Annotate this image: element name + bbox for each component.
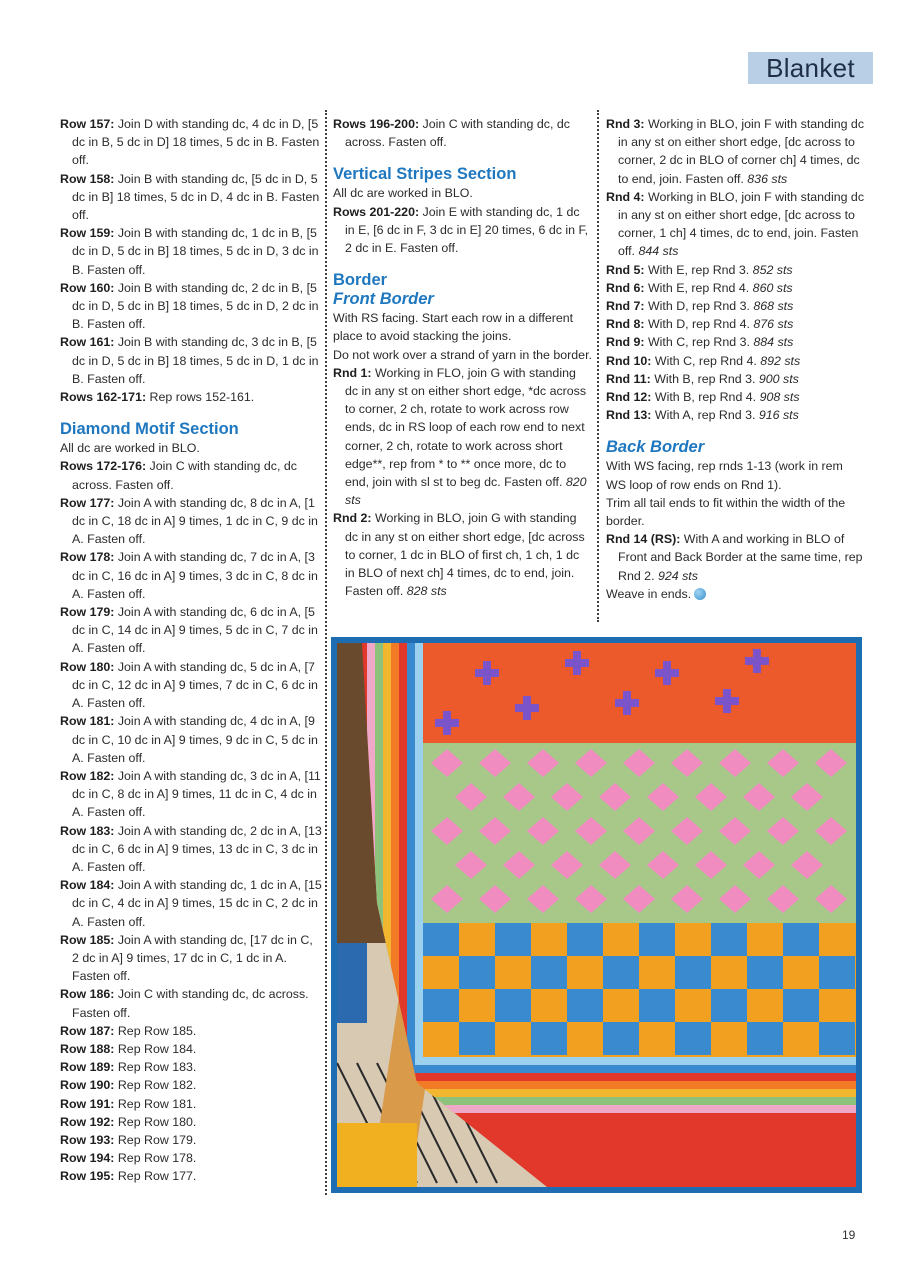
rows-196-200: Rows 196-200: Join C with standing dc, dc across. Fasten off. [333, 117, 570, 150]
short-rounds [606, 261, 864, 425]
checker-square [603, 1022, 639, 1055]
rows-201-220: Rows 201-220: Join E with standing dc, 1 dc in E, [6 dc in F, 3 dc in E] 20 times, 6 dc in F, 2 dc in E. Fasten off. [333, 204, 589, 256]
column-2 [333, 115, 592, 600]
checker-square [423, 923, 459, 956]
cross-motif-horizontal [565, 659, 589, 667]
row-161: Row 161: Join B with standing dc, 3 dc in B, [5 dc in D, 5 dc in B] 18 times, 5 dc in D, 1 dc in B. Fasten off. [60, 335, 319, 386]
checker-square [603, 956, 639, 989]
diamond-row-14: Row 190: Rep Row 182. [60, 1078, 197, 1093]
checker-square [747, 956, 783, 989]
diamond-row-13: Row 189: Rep Row 183. [60, 1060, 197, 1075]
column-divider-right [597, 110, 599, 622]
row-160: Row 160: Join B with standing dc, 2 dc in B, [5 dc in D, 5 dc in B] 18 times, 5 dc in D, 2 dc in B. Fasten off. [60, 280, 319, 332]
diamond-row-6: Row 182: Join A with standing dc, 3 dc in A, [11 dc in C, 8 dc in A] 9 times, 11 dc in C, 4 dc in A. Fasten off. [60, 768, 321, 820]
rnd-14: Rnd 14 (RS): With A and working in BLO of Front and Back Border at the same time, rep Rnd 2. 924 sts [606, 532, 863, 583]
checker-square [711, 989, 747, 1022]
column-1 [60, 115, 322, 1186]
rows-162-171: Rows 162-171: Rep rows 152-161. [60, 390, 255, 405]
diamond-motifs [431, 749, 847, 913]
back-border-heading: Back Border [606, 438, 705, 457]
checker-square [819, 956, 855, 989]
checker-square [531, 956, 567, 989]
cross-motif-horizontal [655, 669, 679, 677]
diamond-row-4: Row 180: Join A with standing dc, 5 dc in A, [7 dc in C, 12 dc in A] 9 times, 7 dc in C, 6 dc in A. Fasten off. [60, 659, 318, 711]
checker-square [711, 923, 747, 956]
blue-cushion [337, 943, 367, 1023]
short-rnd-13: Rnd 13: With A, rep Rnd 3. 916 sts [606, 408, 799, 423]
checker-square [783, 989, 819, 1022]
short-rnd-11: Rnd 11: With B, rep Rnd 3. 900 sts [606, 371, 799, 386]
back-intro-1: With WS facing, rep rnds 1-13 (work in rem WS loop of row ends on Rnd 1). [606, 459, 843, 492]
short-rnd-7: Rnd 7: With D, rep Rnd 3. 868 sts [606, 299, 794, 314]
cross-motif-horizontal [475, 669, 499, 677]
cross-motif-horizontal [715, 697, 739, 705]
checker-square [495, 989, 531, 1022]
diamond-row-8: Row 184: Join A with standing dc, 1 dc in A, [15 dc in C, 4 dc in A] 9 times, 15 dc in C, 2 dc in A. Fasten off. [60, 878, 322, 929]
front-border-heading: Front Border [333, 290, 434, 309]
rnd-4: Rnd 4: Working in BLO, join F with standing dc in any st on either short edge, [dc across to corner, 1 ch] 4 times, dc to end, join. Fasten off. 844 sts [606, 189, 865, 259]
cross-motif-horizontal [435, 719, 459, 727]
border-intro-2: Do not work over a strand of yarn in the border. [333, 347, 592, 362]
weave-in-ends: Weave in ends. [606, 585, 864, 603]
checker-square [531, 1022, 567, 1055]
checker-square [567, 989, 603, 1022]
checker-square [675, 1022, 711, 1055]
rnd-3: Rnd 3: Working in BLO, join F with standing dc in any st on either short edge, [dc across to corner, 2 dc in BLO of corner ch] 4 times, dc to end, join. Fasten off. 836 sts [606, 117, 865, 186]
border-intro-1: With RS facing. Start each row in a different place to avoid stacking the joins. [333, 311, 574, 344]
diamond-row-1: Row 177: Join A with standing dc, 8 dc in A, [1 dc in C, 18 dc in A] 9 times, 1 dc in C, 9 dc in A. Fasten off. [60, 495, 318, 547]
diamond-row-15: Row 191: Rep Row 181. [60, 1096, 197, 1111]
cross-motif-horizontal [745, 657, 769, 665]
checker-square [639, 923, 675, 956]
diamond-row-10: Row 186: Join C with standing dc, dc across. Fasten off. [60, 987, 309, 1020]
rnd-1: Rnd 1: Working in FLO, join G with standing dc in any st on either short edge, *dc across to corner, 2 ch, rotate to work across row ends, dc in RS loop of each row end to next corner, 2 ch, rotate to work across short edge**, rep from * to ** once more, dc to end, join with sl st to beg dc. Fasten off. 820 sts [333, 365, 587, 508]
short-rnd-10: Rnd 10: With C, rep Rnd 4. 892 sts [606, 353, 801, 368]
diamond-row-0: Rows 172-176: Join C with standing dc, dc across. Fasten off. [60, 459, 297, 492]
vertical-intro: All dc are worked in BLO. [333, 186, 473, 201]
column-divider-left [325, 110, 327, 1195]
checker-square [459, 1022, 495, 1055]
diamond-row-17: Row 193: Rep Row 179. [60, 1132, 197, 1147]
diamond-row-18: Row 194: Rep Row 178. [60, 1151, 197, 1166]
blanket-photo-illustration [337, 643, 856, 1187]
yarn-ball-icon [694, 588, 706, 600]
diamond-row-3: Row 179: Join A with standing dc, 6 dc in A, [5 dc in C, 14 dc in A] 9 times, 5 dc in C, 7 dc in A. Fasten off. [60, 605, 318, 656]
short-rnd-9: Rnd 9: With C, rep Rnd 3. 884 sts [606, 335, 794, 350]
diamond-row-12: Row 188: Rep Row 184. [60, 1041, 197, 1056]
diamond-row-9: Row 185: Join A with standing dc, [17 dc in C, 2 dc in A] 9 times, 17 dc in C, 1 dc in A. Fasten off. [60, 932, 313, 984]
checker-square [495, 923, 531, 956]
short-rnd-5: Rnd 5: With E, rep Rnd 3. 852 sts [606, 262, 793, 277]
checker-square [459, 956, 495, 989]
column-3 [606, 115, 864, 603]
diamond-intro: All dc are worked in BLO. [60, 441, 200, 456]
short-rnd-12: Rnd 12: With B, rep Rnd 4. 908 sts [606, 390, 800, 405]
back-intro-2: Trim all tail ends to fit within the width of the border. [606, 495, 846, 529]
row-159: Row 159: Join B with standing dc, 1 dc in B, [5 dc in D, 5 dc in B] 18 times, 5 dc in D, 3 dc in B. Fasten off. [60, 226, 319, 277]
diamond-row-19: Row 195: Rep Row 177. [60, 1169, 197, 1184]
diamond-section-heading: Diamond Motif Section [60, 420, 239, 439]
cross-motif-horizontal [615, 699, 639, 707]
checker-square [639, 989, 675, 1022]
diamond-row-7: Row 183: Join A with standing dc, 2 dc in A, [13 dc in C, 6 dc in A] 9 times, 13 dc in C, 3 dc in A. Fasten off. [60, 823, 322, 874]
checker-square [675, 956, 711, 989]
cross-motif-horizontal [515, 704, 539, 712]
rnd-2: Rnd 2: Working in BLO, join G with standing dc in any st on either short edge, [dc across to corner, 1 dc in BLO of first ch, 1 ch, 1 dc in BLO of next ch] 4 times, dc to end, join. Fasten off. 828 sts [333, 511, 585, 599]
checker-square [747, 1022, 783, 1055]
diamond-rows [60, 457, 322, 1185]
row-158: Row 158: Join B with standing dc, [5 dc in D, 5 dc in B] 18 times, 5 dc in D, 4 dc in B. Fasten off. [60, 171, 320, 223]
diamond-row-2: Row 178: Join A with standing dc, 7 dc in A, [3 dc in C, 16 dc in A] 9 times, 3 dc in C, 8 dc in A. Fasten off. [60, 550, 318, 601]
checker-square [567, 923, 603, 956]
yellow-pillow [337, 1123, 417, 1187]
blanket-photo [331, 637, 862, 1193]
short-rnd-8: Rnd 8: With D, rep Rnd 4. 876 sts [606, 317, 794, 332]
checker-square [819, 1022, 855, 1055]
diamond-row-5: Row 181: Join A with standing dc, 4 dc in A, [9 dc in C, 10 dc in A] 9 times, 9 dc in C, 5 dc in A. Fasten off. [60, 714, 318, 765]
short-rnd-6: Rnd 6: With E, rep Rnd 4. 860 sts [606, 280, 793, 295]
row-157: Row 157: Join D with standing dc, 4 dc in D, [5 dc in B, 5 dc in D] 18 times, 5 dc in B. Fasten off. [60, 117, 320, 168]
checker-square [783, 923, 819, 956]
page-number: 19 [842, 1228, 856, 1242]
diamond-row-11: Row 187: Rep Row 185. [60, 1023, 197, 1038]
vertical-stripes-heading: Vertical Stripes Section [333, 165, 517, 184]
checker-square [423, 989, 459, 1022]
border-heading: Border [333, 271, 388, 290]
diamond-row-16: Row 192: Rep Row 180. [60, 1114, 197, 1129]
section-tab: Blanket [748, 52, 873, 84]
